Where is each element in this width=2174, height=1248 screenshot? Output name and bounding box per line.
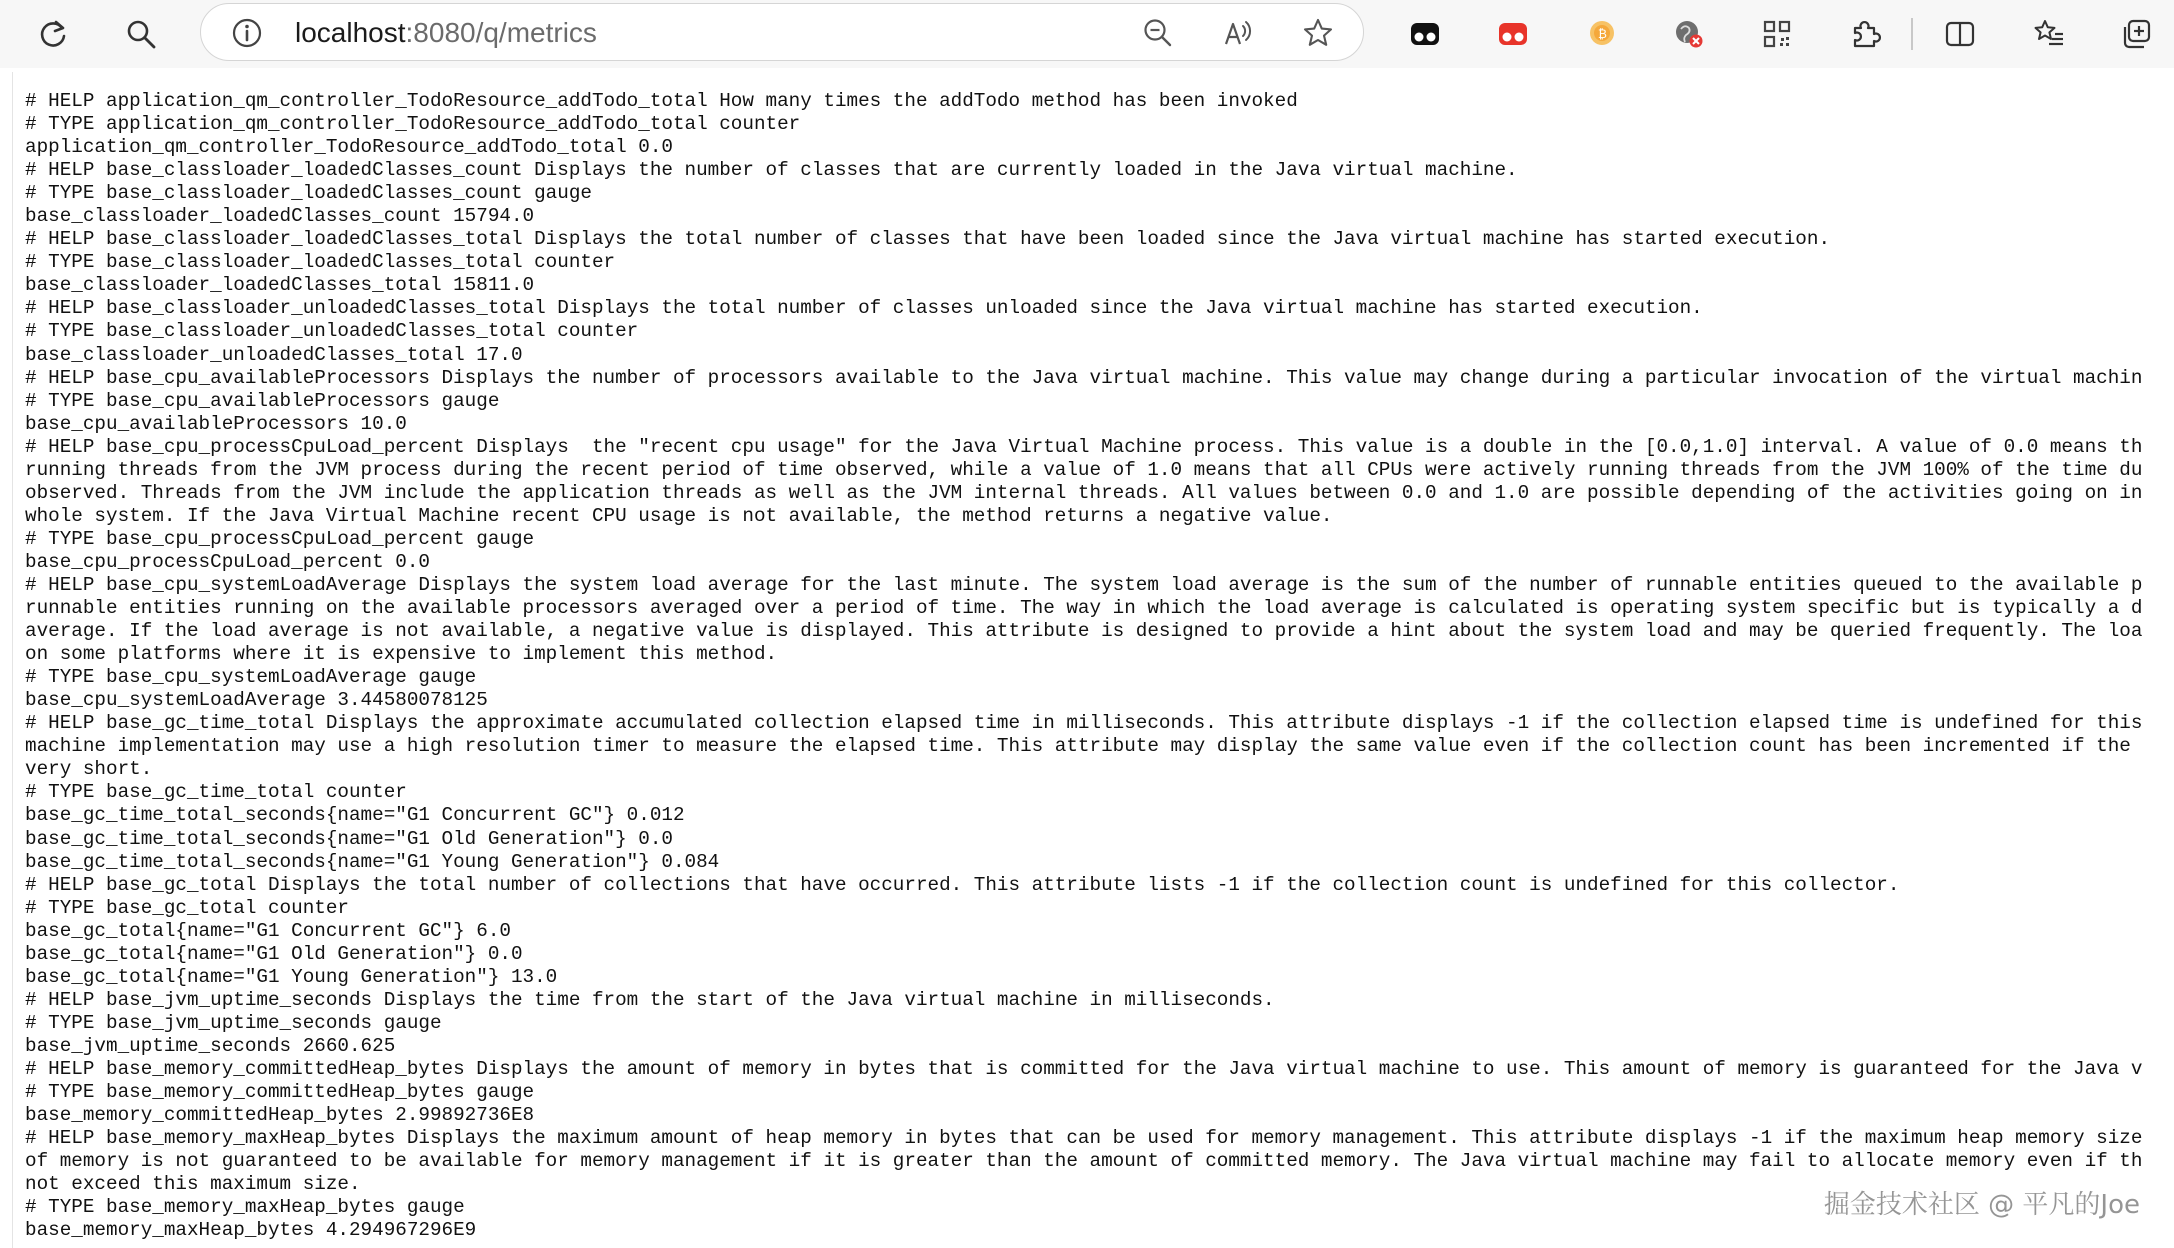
zoom-out-icon[interactable] — [1142, 17, 1174, 49]
read-aloud-icon[interactable] — [1222, 17, 1254, 49]
reload-icon[interactable] — [33, 14, 73, 54]
page-content — [12, 72, 2174, 1248]
collections-icon[interactable] — [2116, 14, 2156, 54]
url-host: localhost — [295, 17, 406, 48]
url-text[interactable] — [295, 17, 597, 49]
red-extension-icon[interactable] — [1493, 14, 1533, 54]
bitcoin-extension-icon[interactable] — [1581, 14, 1621, 54]
watermark: 掘金技术社区 @ 平凡的Joe — [1823, 1190, 2140, 1220]
qr-code-icon[interactable] — [1757, 14, 1797, 54]
address-bar[interactable] — [200, 3, 1364, 61]
tab-extension-icon[interactable] — [1405, 14, 1445, 54]
svg-text:₿: ₿ — [1598, 27, 1607, 41]
star-icon[interactable] — [1302, 17, 1334, 49]
toolbar-divider — [1911, 18, 1913, 50]
favorites-list-icon[interactable] — [2029, 14, 2069, 54]
metrics-output: # HELP application_qm_controller_TodoResource_addTodo_total How many times the addTodo method has been invoked # TYPE application_qm_controller_TodoResource_addTodo_total counter application_qm_controller_TodoResource_addTodo_total 0.0 # HELP base_classloader_loadedClasses_count Displays the number of classes that are currently loaded in the Java virtual machine. # TYPE base_classloader_loadedClasses_count gauge base_classloader_loadedClasses_count 15794.0 # HELP base_classloader_loadedClasses_total Displays the total number of classes that have been loaded since the Java virtual machine has started execution. # TYPE base_classloader_loadedClasses_total counter base_classloader_loadedClasses_total 15811.0 # HELP base_classloader_unloadedClasses_total Displays the total number of classes unloaded since the Java virtual machine has started execution. # TYPE base_classloader_unloadedClasses_total counter base_classloader_unloadedClasses_total 17.0 # HELP base_cpu_availableProcessors Displays the number of processors available to the Java virtual machine. This value may change during a particular invocation of the virtual machin # TYPE base_cpu_availableProcessors gauge base_cpu_availableProcessors 10.0 # HELP base_cpu_processCpuLoad_percent Displays the "recent cpu usage" for the Java Virtual Machine process. This value is a double in the [0.0,1.0] interval. A value of 0.0 means th running threads from the JVM process during the recent period of time observed, while a value of 1.0 means that all CPUs were actively running threads from the JVM 100% of the time du observed. Threads from the JVM include the application threads as well as the JVM internal threads. All values between 0.0 and 1.0 are possible depending of the activities going on in whole system. If the Java Virtual Machine recent CPU usage is not available, the method returns a negative value. # TYPE base_cpu_processCpuLoad_percent gauge base_cpu_processCpuLoad_percent 0.0 # HELP base_cpu_systemLoadAverage Displays the system load average for the last minute. The system load average is the sum of the number of runnable entities queued to the available p runnable entities running on the available processors averaged over a period of time. The way in which the load average is calculated is operating system specific but is typically a d average. If the load average is not available, a negative value is displayed. This attribute is designed to provide a hint about the system load and may be queried frequently. The loa on some platforms where it is expensive to implement this method. # TYPE base_cpu_systemLoadAverage gauge base_cpu_systemLoadAverage 3.44580078125 # HELP base_gc_time_total Displays the approximate accumulated collection elapsed time in milliseconds. This attribute displays -1 if the collection elapsed time is undefined for this machine implementation may use a high resolution timer to measure the elapsed time. This attribute may display the same value even if the collection count has been incremented if the very short. # TYPE base_gc_time_total counter base_gc_time_total_seconds{name="G1 Concurrent GC"} 0.012 base_gc_time_total_seconds{name="G1 Old Generation"} 0.0 base_gc_time_total_seconds{name="G1 Young Generation"} 0.084 # HELP base_gc_total Displays the total number of collections that have occurred. This attribute lists -1 if the collection count is undefined for this collector. # TYPE base_gc_total counter base_gc_total{name="G1 Concurrent GC"} 6.0 base_gc_total{name="G1 Old Generation"} 0.0 base_gc_total{name="G1 Young Generation"} 13.0 # HELP base_jvm_uptime_seconds Displays the time from the start of the Java virtual machine in milliseconds. # TYPE base_jvm_uptime_seconds gauge base_jvm_uptime_seconds 2660.625 # HELP base_memory_committedHeap_bytes Displays the amount of memory in bytes that is committed for the Java virtual machine to use. This amount of memory is guaranteed for the Java v # TYPE base_memory_committedHeap_bytes gauge base_memory_committedHeap_bytes 2.99892736E8 # HELP base_memory_maxHeap_bytes Displays the maximum amount of heap memory in bytes that can be used for memory management. This attribute displays -1 if the maximum heap memory size of memory is not guaranteed to be available for memory management if it is greater than the amount of committed memory. The Java virtual machine may fail to allocate memory even if th not exceed this maximum size. # TYPE base_memory_maxHeap_bytes gauge base_memory_maxHeap_bytes 4.294967296E9 — [25, 90, 2143, 1242]
info-icon[interactable] — [231, 17, 263, 49]
split-screen-icon[interactable] — [1940, 14, 1980, 54]
extensions-puzzle-icon[interactable] — [1845, 14, 1885, 54]
search-icon[interactable] — [121, 14, 161, 54]
browser-toolbar — [0, 0, 2174, 68]
blocked-globe-icon[interactable] — [1669, 14, 1709, 54]
url-path: :8080/q/metrics — [405, 17, 597, 48]
